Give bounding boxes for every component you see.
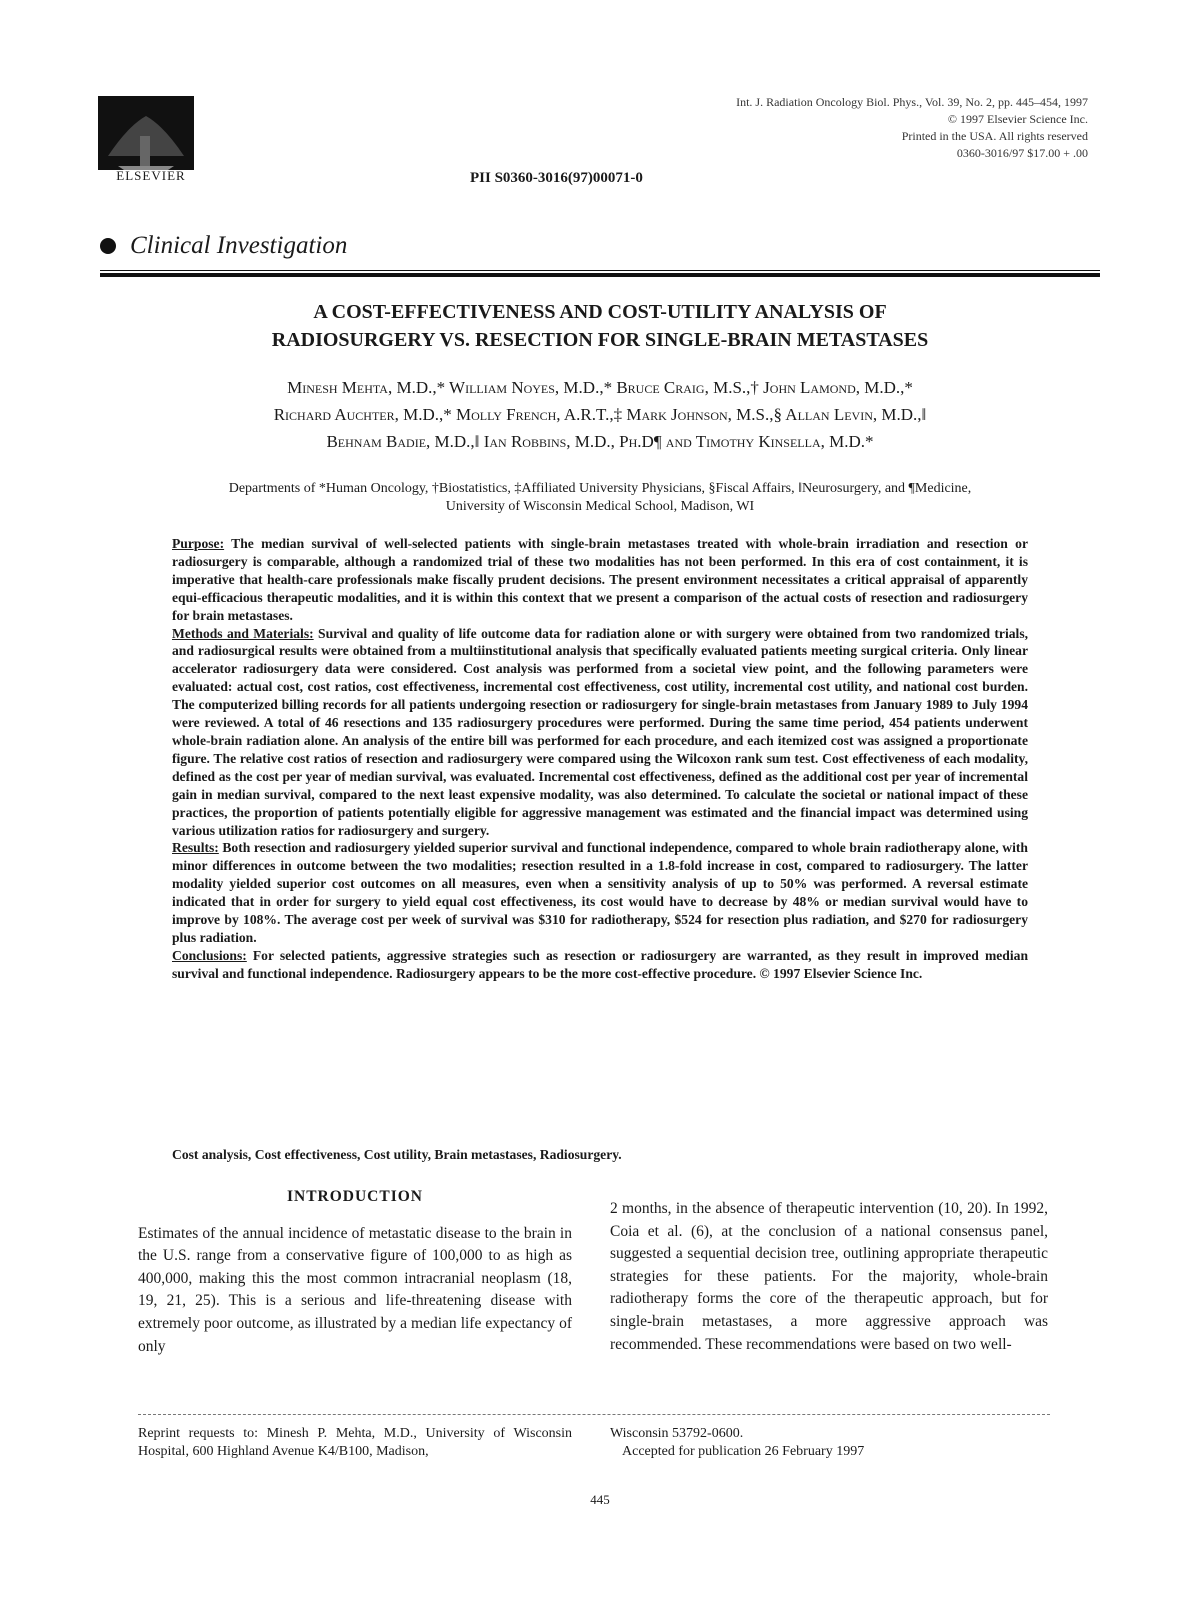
printed-line: Printed in the USA. All rights reserved: [901, 129, 1088, 143]
abstract-methods: [172, 625, 1028, 840]
journal-citation: Int. J. Radiation Oncology Biol. Phys., Vol. 39, No. 2, pp. 445–454, 1997: [736, 95, 1088, 109]
abstract-text: For selected patients, aggressive strategies such as resection or radiosurgery are warranted, as they result in improved median survival and functional independence. Radiosurgery appears to be the more cost-effective procedure. © 1997 Elsevier Science Inc.: [172, 947, 1028, 981]
affiliation-line: University of Wisconsin Medical School, Madison, WI: [445, 499, 755, 514]
journal-meta: [668, 94, 1088, 162]
abstract-label: Methods and Materials:: [172, 625, 314, 641]
address-line: Wisconsin 53792-0600.: [610, 1426, 744, 1441]
bullet-icon: [100, 238, 116, 254]
abstract-purpose: [172, 535, 1028, 625]
abstract-text: The median survival of well-selected patients with single-brain metastases treated with whole-brain irradiation and resection or radiosurgery is comparable, although a randomized trial of these two modalities has not been performed. In this era of cost containment, it is imperative that health-care professionals make fiscally prudent decisions. The present environment necessitates a critical appraisal of apparently equi-efficacious therapeutic modalities, and it is within this context that we present a comparison of the actual costs of resection and radiosurgery for brain metastases.: [172, 536, 1028, 623]
abstract-text: Survival and quality of life outcome data for radiation alone or with surgery were obtained from two randomized trials, and radiosurgical results were obtained from a multiinstitutional analysis that specifically evaluated patients meeting surgical criteria. Only linear accelerator radiosurgery data were considered. Cost analysis was performed from a societal view point, and the following parameters were evaluated: actual cost, cost ratios, cost effectiveness, incremental cost effectiveness, cost utility, incremental cost utility, and national cost burden. The computerized billing records for all patients undergoing resection or radiosurgery for single-brain metastases from January 1989 to July 1994 were reviewed. A total of 46 resections and 135 radiosurgery procedures were performed. During the same time period, 454 patients underwent whole-brain radiation alone. An analysis of the entire bill was performed for each procedure, and each itemized cost was assigned a proportionate figure. The relative cost ratios of resection and radiosurgery were compared using the Wilcoxon rank sum test. Cost effectiveness of each modality, defined as the cost per year of median survival, was evaluated. Incremental cost effectiveness, defined as the additional cost per year of incremental gain in median survival, compared to the next least expensive modality, was also determined. To calculate the societal or national impact of these practices, the proportion of patients potentially eligible for aggressive management was estimated and the financial impact was determined using various utilization ratios for radiosurgery and surgery.: [172, 625, 1029, 838]
title-line: A COST-EFFECTIVENESS AND COST-UTILITY ANALYSIS OF: [313, 301, 887, 323]
intro-column-left: [138, 1186, 572, 1358]
abstract-label: Purpose:: [172, 536, 225, 551]
pii-code: PII S0360-3016(97)00071-0: [470, 170, 643, 186]
publisher-name: ELSEVIER: [116, 168, 186, 183]
intro-column-right: [610, 1198, 1048, 1356]
accepted-date: Accepted for publication 26 February 1997: [622, 1444, 865, 1459]
header-rule-thin: [100, 270, 1100, 271]
intro-paragraph-continued: 2 months, in the absence of therapeutic intervention (10, 20). In 1992, Coia et al. (6), at the conclusion of a national consensus panel, suggested a sequential decision tree, outlining appropriate therapeutic strategies for these patients. For the majority, whole-brain radiotherapy forms the core of the therapeutic approach, but for single-brain metastases, a more aggressive approach was recommended. These recommendations were based on two well-: [610, 1200, 1048, 1353]
issn-price: 0360-3016/97 $17.00 + .00: [956, 146, 1088, 160]
abstract: [172, 535, 1028, 983]
abstract-text: Both resection and radiosurgery yielded superior survival and functional independence, compared to whole brain radiotherapy alone, with minor differences in outcome between the two modalities; resection resulted in a 1.8-fold increase in cost, compared to radiosurgery. The latter modality yielded superior cost outcomes on all measures, even when a sensitivity analysis of up to 50% was performed. A reversal estimate indicated that in order for surgery to yield equal cost effectiveness, its cost would have to decrease by 48% or median survival would have to improve by 108%. The average cost per week of survival was $310 for radiotherapy, $524 for resection plus radiation, and $270 for radiosurgery plus radiation.: [172, 840, 1028, 945]
author-line: Minesh Mehta, M.D.,* William Noyes, M.D.,* Bruce Craig, M.S.,† John Lamond, M.D.,*: [287, 378, 913, 397]
footnote-rule: [138, 1414, 1050, 1415]
header-rule-thick: [100, 273, 1100, 277]
abstract-conclusions: [172, 947, 1028, 983]
page-number: 445: [590, 1492, 610, 1507]
author-line: Richard Auchter, M.D.,* Molly French, A.R.T.,‡ Mark Johnson, M.S.,§ Allan Levin, M.D.,‖: [273, 405, 927, 424]
intro-paragraph: Estimates of the annual incidence of metastatic disease to the brain in the U.S. range from a conservative figure of 100,000 to as high as 400,000, making this the most common intracranial neoplasm (18, 19, 21, 25). This is a serious and life-threatening disease with extremely poor outcome, as illustrated by a median life expectancy of only: [138, 1224, 572, 1355]
author-line: Behnam Badie, M.D.,‖ Ian Robbins, M.D., Ph.D¶ and Timothy Kinsella, M.D.*: [326, 432, 874, 451]
keywords: Cost analysis, Cost effectiveness, Cost utility, Brain metastases, Radiosurgery.: [172, 1147, 622, 1162]
abstract-label: Results:: [172, 840, 219, 856]
copyright-line: © 1997 Elsevier Science Inc.: [947, 112, 1088, 126]
title-line: RADIOSURGERY VS. RESECTION FOR SINGLE-BRAIN METASTASES: [271, 329, 929, 351]
author-list: [100, 374, 1100, 455]
footnote-continued: [610, 1425, 1048, 1461]
section-label: [100, 232, 347, 260]
affiliation-line: Departments of *Human Oncology, †Biostatistics, ‡Affiliated University Physicians, §Fiscal Affairs, ‖Neurosurgery, and ¶Medicine,: [228, 481, 972, 496]
section-label-text: Clinical Investigation: [130, 232, 348, 259]
reprint-footnote: Reprint requests to: Minesh P. Mehta, M.D., University of Wisconsin Hospital, 600 Highland Avenue K4/B100, Madison,: [138, 1426, 572, 1459]
abstract-results: [172, 839, 1028, 946]
article-title: [100, 298, 1100, 354]
abstract-label: Conclusions:: [172, 947, 247, 963]
affiliations: [100, 480, 1100, 516]
intro-heading: INTRODUCTION: [286, 1188, 423, 1205]
